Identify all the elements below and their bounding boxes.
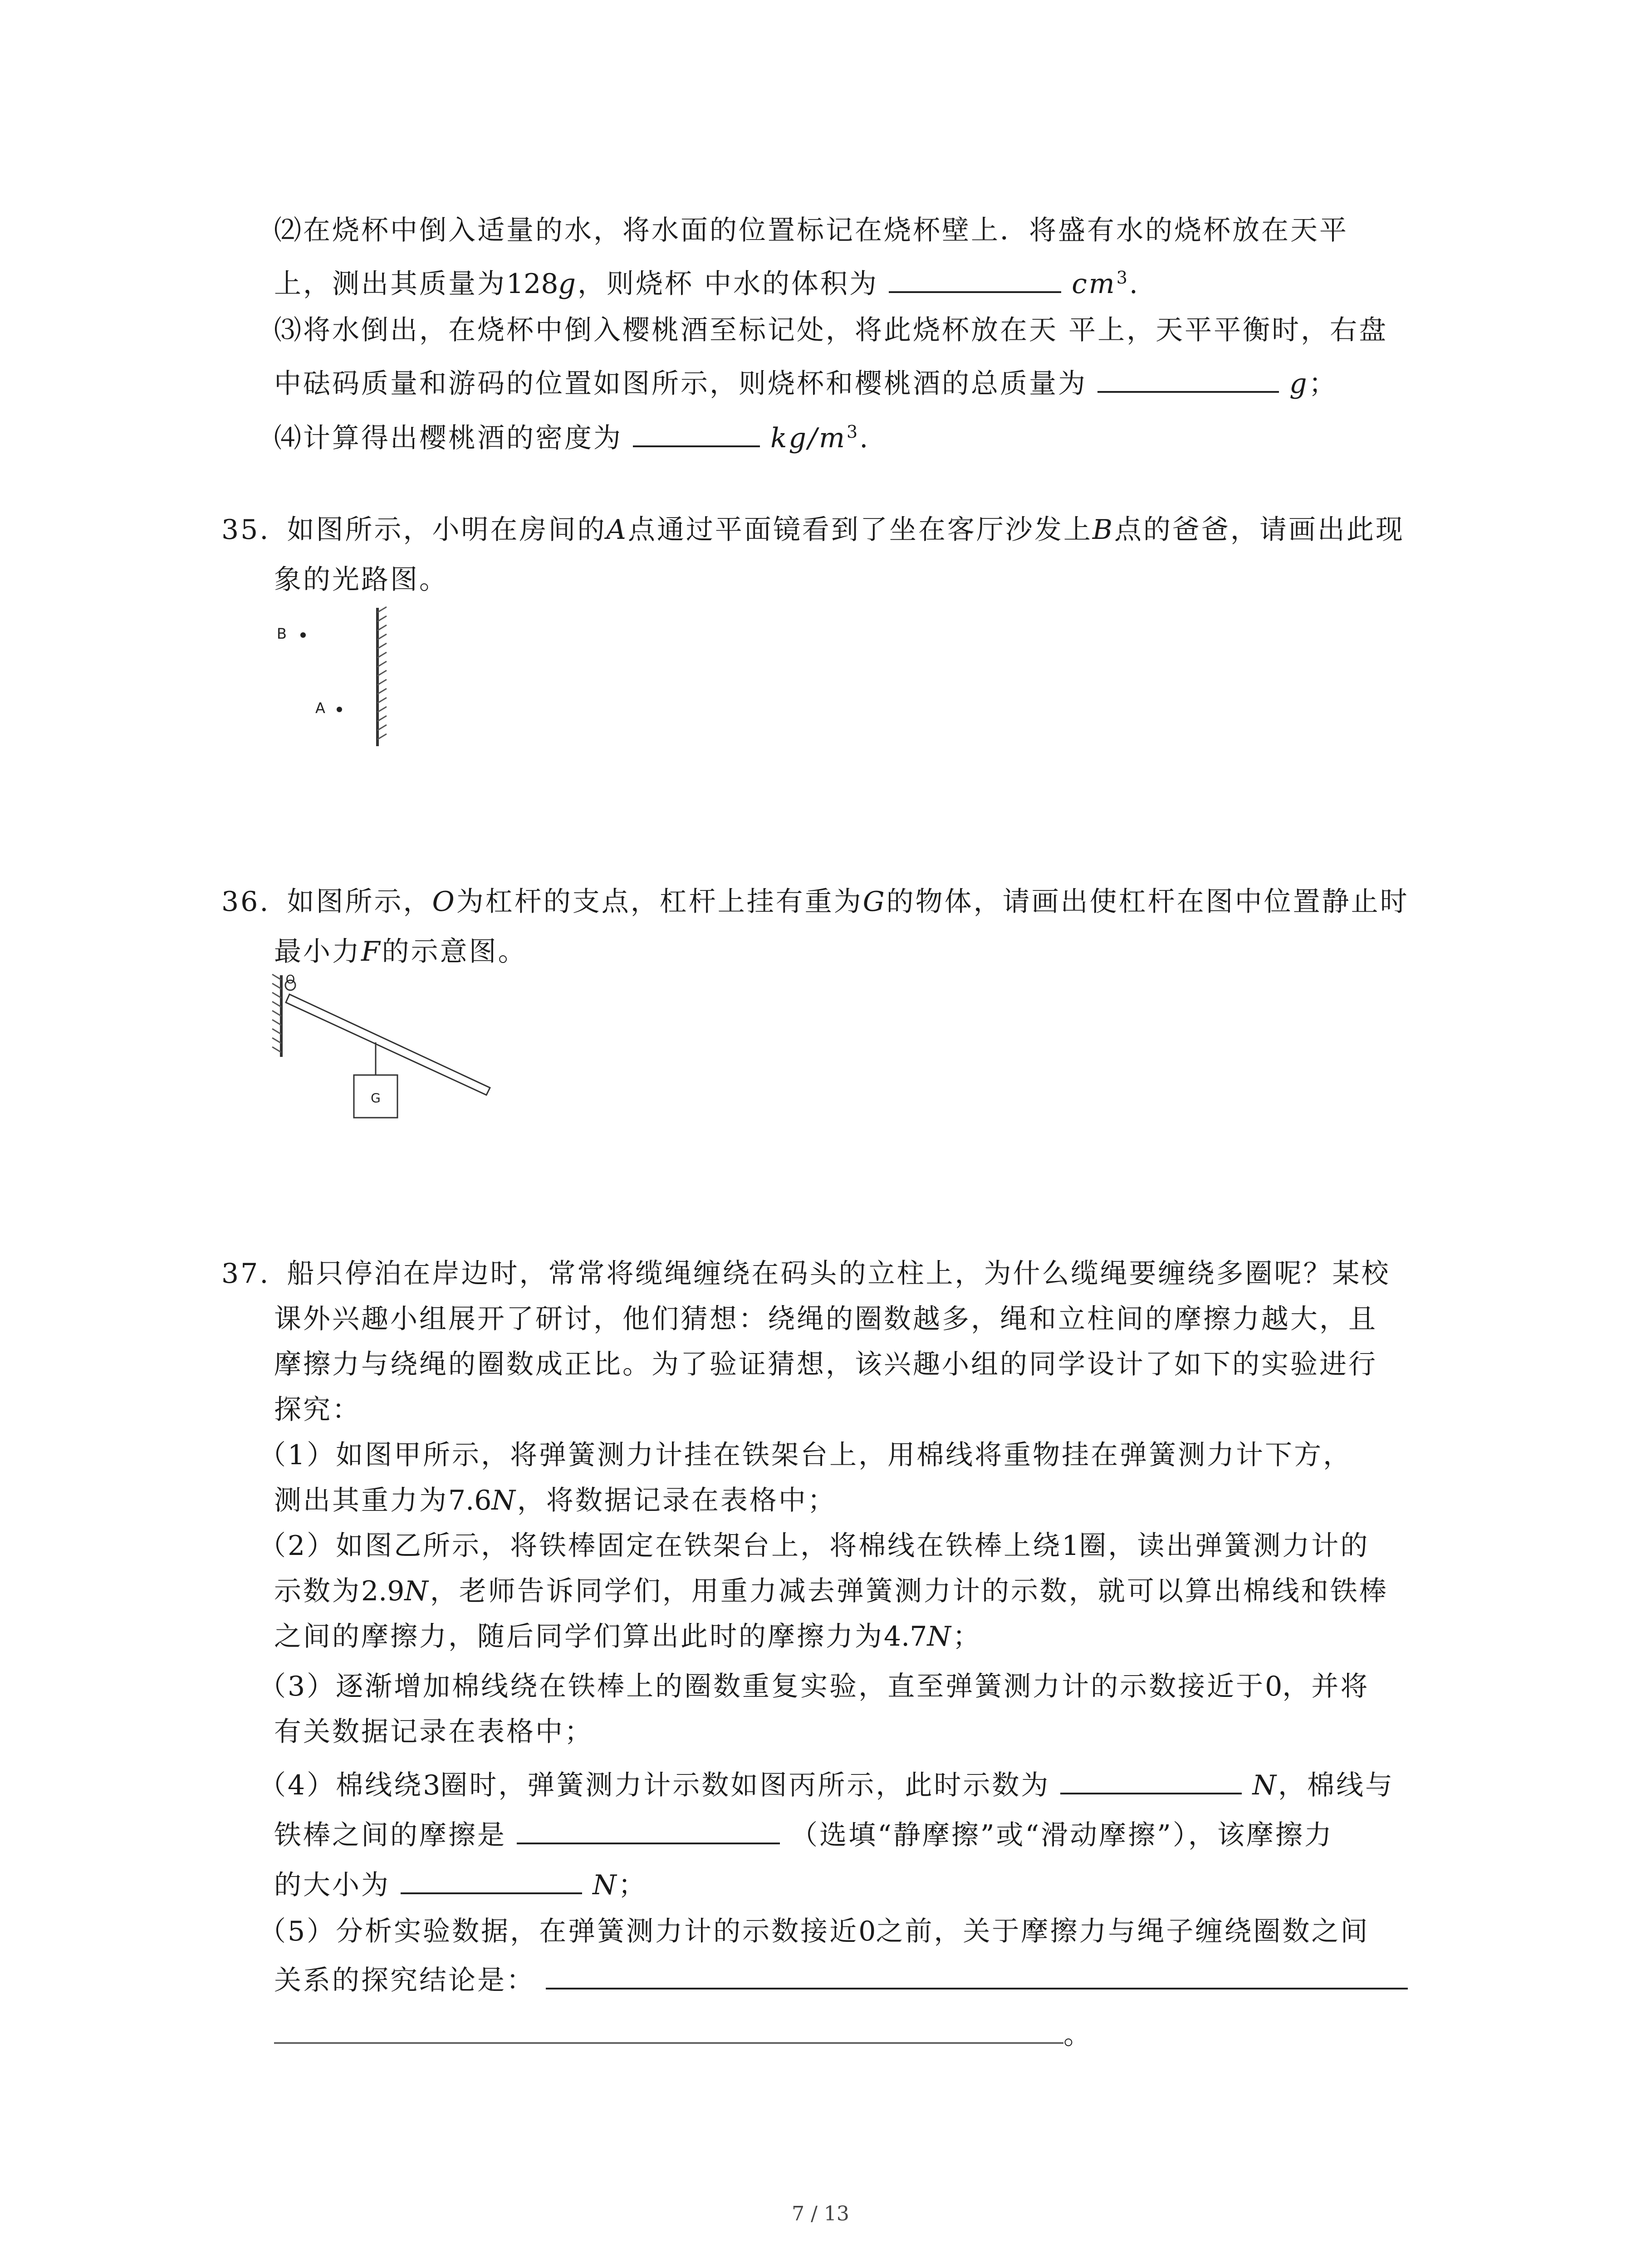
q37-unit-n-4: N [1252,1769,1279,1801]
fig-label-a: A [315,699,325,717]
q34-step2-end: . [1129,268,1140,300]
q35-text-b: 点通过平面镜看到了坐在客厅沙发上 [627,514,1092,546]
q37-text-p3: 摩擦力与绕绳的圈数成正比。为了验证猜想，该兴趣小组的同学设计了如下的实验进行 [274,1349,1377,1380]
q37-step4-text-d: 铁棒之间的摩擦是 [274,1819,506,1851]
q35-point-a-ref: A [606,514,628,546]
q34-step2-text-c: ，则烧杯 中水的体积为 [577,268,879,300]
q37-zero-1: 0 [1265,1671,1283,1702]
q37-conclusion-blank-1[interactable] [546,1959,1408,1989]
q37-step4-line1 [259,1764,1394,1804]
q37-step5-end: 。 [1063,2019,1092,2051]
fig-label-g: G [371,1090,381,1105]
q37-friction-size-blank[interactable] [401,1863,582,1894]
q37-text-p4: 探究： [274,1394,361,1426]
q37-turns-1: 1 [1062,1530,1079,1562]
q37-friction-type-blank[interactable] [517,1813,780,1844]
q34-density-blank[interactable] [633,416,760,447]
q37-step3-text-b: ，并将 [1282,1671,1370,1702]
q37-line3 [274,1346,1377,1383]
q34-step3-text: ⑶将水倒出，在烧杯中倒入樱桃酒至标记处，将此烧杯放在天 平上，天平平衡时，右盘 [274,314,1388,346]
q37-step1-line2 [274,1482,837,1519]
q37-step4-text-c: ，棉线与 [1278,1769,1395,1801]
q37-line4 [274,1392,361,1428]
q36-text-pre: 如图所示， [287,886,432,918]
q34-step2-line1 [274,212,1348,249]
q34-unit-cm-exp: 3 [1116,268,1129,288]
q34-step2-line2 [274,262,1140,302]
q34-mass-value: 128 [506,268,558,300]
q34-step3-line2 [274,362,1338,402]
q36-force-ref: F [361,936,382,968]
q35-text-d: 象的光路图。 [274,564,448,596]
q34-step4-text: ⑷计算得出樱桃酒的密度为 [274,422,622,454]
q37-step2-line3 [274,1618,982,1655]
q37-unit-n-5: N [593,1869,618,1901]
q35-text-a: 如图所示，小明在房间的 [287,514,607,546]
q37-weight-value: 7.6 [448,1485,492,1516]
q37-step3-text-a: （3）逐渐增加棉线绕在铁棒上的圈数重复实验，直至弹簧测力计的示数接近于 [259,1671,1265,1702]
q37-step4-text-f: 的大小为 [274,1869,390,1901]
q36-pivot-ref: O [432,886,456,918]
q34-unit-g-2: g [1289,368,1309,400]
q37-step4-line2 [274,1813,1333,1853]
q34-water-volume-blank[interactable] [889,262,1061,293]
q35-point-b-ref: B [1092,514,1114,546]
q37-step1-text: （1）如图甲所示，将弹簧测力计挂在铁架台上，用棉线将重物挂在弹簧测力计下方， [259,1439,1352,1471]
q35-text-c: 点的爸爸，请画出此现 [1114,514,1405,546]
q34-unit-kgm-exp: 3 [847,422,860,442]
q37-step2-text-a: （2）如图乙所示，将铁棒固定在铁架台上，将棉线在铁棒上绕 [259,1530,1062,1562]
q37-step4-text-g: ； [618,1869,647,1901]
q35-line1 [221,512,1405,548]
q34-step2-text: ⑵在烧杯中倒入适量的水，将水面的位置标记在烧杯壁上．将盛有水的烧杯放在天平 [274,215,1348,246]
q34-step2-text-b: 上，测出其质量为 [274,268,506,300]
q34-step3-line1 [274,312,1388,348]
q34-step3-text-b: 中砝码质量和游码的位置如图所示，则烧杯和樱桃酒的总质量为 [274,368,1087,400]
q37-line2 [274,1301,1377,1337]
q34-unit-kgm: kg/m [770,422,847,454]
q37-step5-text-a: （5）分析实验数据，在弹簧测力计的示数接近 [259,1916,859,1947]
point-b [300,632,306,638]
point-a [337,707,342,712]
fig-label-b: B [277,625,287,642]
q37-step5-text-b: 之前，关于摩擦力与绳子缠绕圈数之间 [876,1916,1370,1947]
q37-step4-text-b: 圈时，弹簧测力计示数如图丙所示，此时示数为 [440,1769,1050,1801]
q37-step4-line3 [274,1863,647,1903]
q37-step3-text-c: 有关数据记录在表格中； [274,1716,593,1748]
q37-line1 [221,1256,1391,1292]
q36-text-b: 的物体，请画出使杠杆在图中位置静止时 [886,886,1409,918]
q35-number: 35. [221,514,270,546]
q36-lever-figure [263,971,499,1125]
q37-step2-line2 [274,1573,1388,1609]
q37-reading-value: 2.9 [361,1575,405,1607]
q36-weight-ref: G [862,886,887,918]
q37-turns-3: 3 [423,1769,441,1801]
q37-conclusion-blank-2[interactable] [274,2013,1063,2044]
q37-zero-2: 0 [858,1916,876,1947]
q37-step2-text-b: 圈，读出弹簧测力计的 [1079,1530,1370,1562]
q36-text-d: 的示意图。 [382,936,527,968]
q35-line2 [274,562,448,598]
q37-unit-n-2: N [404,1575,430,1607]
q35-mirror-figure [272,603,408,753]
q37-unit-n-1: N [491,1485,517,1516]
q37-step2-line1 [259,1528,1369,1564]
q37-step5-line1 [259,1913,1369,1950]
q37-step4-text-a: （4）棉线绕 [259,1769,423,1801]
q37-step5-line3 [274,2013,1092,2053]
q37-step2-text-c: 示数为 [274,1575,361,1607]
q37-step5-text-c: 关系的探究结论是： [274,1965,535,1996]
q37-step3-line2 [274,1714,593,1750]
q36-number: 36. [221,886,270,918]
q37-step4-text-e: （选填“静摩擦”或“滑动摩擦”），该摩擦力 [790,1819,1333,1851]
q37-step5-line2 [274,1959,1408,1999]
q37-text-p1: 船只停泊在岸边时，常常将缆绳缠绕在码头的立柱上，为什么缆绳要缠绕多圈呢？某校 [287,1258,1391,1290]
q37-unit-n-3: N [927,1621,953,1652]
q36-text-a: 为杠杆的支点，杠杆上挂有重为 [456,886,863,918]
page-number: 7 / 13 [792,2202,849,2225]
q37-step2-text-e: 之间的摩擦力，随后同学们算出此时的摩擦力为 [274,1621,884,1652]
q37-reading-blank[interactable] [1060,1764,1242,1794]
q34-step3-end: ； [1308,368,1338,400]
q36-line1 [221,884,1409,920]
q34-step4-end: . [859,422,870,454]
q37-step2-text-d: ，老师告诉同学们，用重力减去弹簧测力计的示数，就可以算出棉线和铁棒 [430,1575,1388,1607]
q37-step1-line1 [259,1437,1352,1473]
q37-text-p2: 课外兴趣小组展开了研讨，他们猜想：绕绳的圈数越多，绳和立柱间的摩擦力越大，且 [274,1303,1377,1335]
q34-step4-line [274,416,870,456]
q36-text-c: 最小力 [274,936,361,968]
q37-step1-text-b: 测出其重力为 [274,1485,448,1516]
q37-number: 37. [221,1258,270,1290]
q37-friction-value: 4.7 [884,1621,927,1652]
fig-label-o: O [285,973,295,987]
q34-unit-cm: cm [1072,268,1117,300]
q34-total-mass-blank[interactable] [1097,362,1279,393]
q37-step1-text-c: ，将数据记录在表格中； [517,1485,837,1516]
q37-step2-text-f: ； [952,1621,982,1652]
q37-step3-line1 [259,1668,1369,1705]
q34-unit-g: g [558,268,578,300]
q36-line2 [274,934,527,970]
